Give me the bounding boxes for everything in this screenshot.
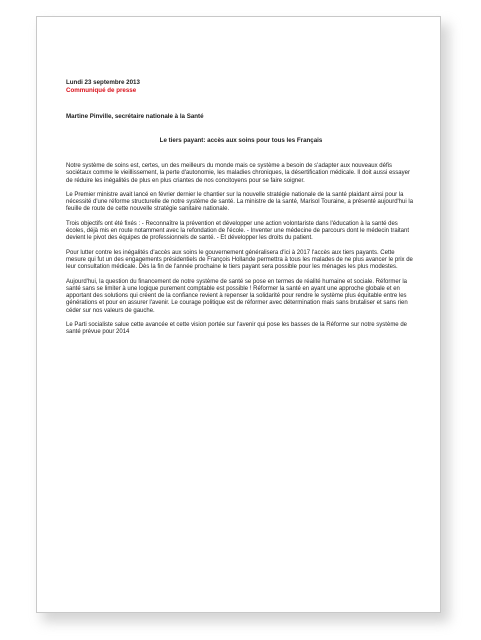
paragraph: Pour lutter contre les inégalités d'accès aux soins le gouvernement généralisera d'ici à 2017 l'accès aux tiers payants. Cette mesure qui fut un des engagements présidentiels de François Hollande permettra à tous les malades de ne plus avancer le prix de leur consultation médicale. Dès la fin de l'année prochaine le tiers payant sera possible pour les ménages les plus modestes. — [66, 249, 413, 271]
document-preview — [36, 16, 443, 616]
paragraph: Le Parti socialiste salue cette avancée et cette vision portée sur l'avenir qui pose les basses de la Réforme sur notre système de santé prévue pour 2014 — [66, 322, 407, 336]
paragraph: Aujourd'hui, la question du financement de notre système de santé se pose en termes de réalité humaine et sociale. Réformer la santé sans se limiter à une logique purement comptable est possible ! Réformer la santé en ayant une approche globale et en apportant des solutions qui créent de la confiance revient à repenser la solidarité pour rendre le système plus équitable entre les générations et pour en assurer l'avenir. Le courage politique est de réformer avec détermination mais sans brutaliser et sans rien céder sur nos valeurs de gauche. — [66, 278, 408, 314]
headline: Le tiers payant: accès aux soins pour tous les Français — [159, 137, 323, 144]
paragraph: Notre système de soins est, certes, un des meilleurs du monde mais ce système a besoin de s'adapter aux nouveaux défis sociétaux comme le vieillissement, la perte d'autonomie, les maladies chroniques, la désertification médicale. Il doit aussi essayer de réduire les inégalités de plus en plus criantes de nos concitoyens pour se faire soigner. — [66, 163, 410, 184]
page-content — [66, 79, 416, 344]
document-page — [36, 16, 441, 613]
document-date: Lundi 23 septembre 2013 — [66, 79, 140, 86]
document-body — [66, 163, 416, 337]
paragraph: Le Premier ministre avait lancé en février dernier le chantier sur la nouvelle stratégie nationale de la santé plaidant ainsi pour la nécessité d'une réforme structurelle de notre système de santé. La ministre de la santé, Marisol Touraine, a présenté aujourd'hui la feuille de route de cette nouvelle stratégie sanitaire nationale. — [66, 191, 414, 213]
document-type: Communiqué de presse — [66, 87, 137, 94]
paragraph: Trois objectifs ont été fixés : - Reconnaître la prévention et développer une action volontariste dans l'éducation à la santé des écoles, déjà mis en route notamment avec la refondation de l'école. - Inventer une médecine de parcours dont le médecin traitant devient le pivot des équipes de professionnels de santé. - Et développer les droits du patient. — [66, 220, 410, 242]
author-line: Martine Pinville, secrétaire nationale à la Santé — [66, 113, 204, 120]
